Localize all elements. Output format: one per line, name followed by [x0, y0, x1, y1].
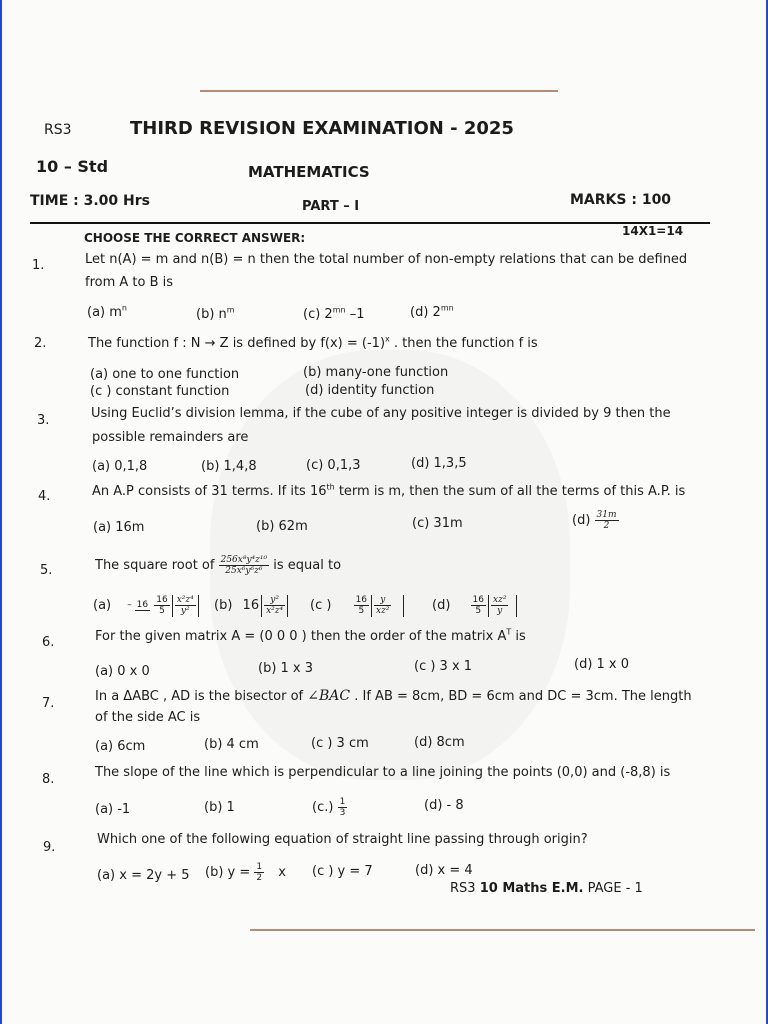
option-d: (d) identity function [305, 383, 435, 398]
option-b: (b) 1 [204, 800, 235, 815]
option-c: (c) 31m [412, 516, 463, 531]
header-rule [30, 222, 710, 224]
option-c: (c.) $\frac{1}{3}$ [312, 797, 346, 818]
option-c: (c ) 3 cm [311, 736, 369, 751]
option-a: (a) 0 x 0 [95, 664, 150, 679]
question-text: Which one of the following equation of straight line passing through origin? [97, 832, 588, 847]
option-c: (c ) $\frac{16}{5}$ $\frac{y}{\text{xz²}}$ [310, 591, 406, 621]
option-d: (d) $\frac{31m}{2}$ [572, 510, 617, 531]
question-number: 7. [42, 696, 55, 711]
instruction-label: CHOOSE THE CORRECT ANSWER: [84, 231, 306, 245]
question-number: 6. [42, 635, 55, 650]
question-text: An A.P consists of 31 terms. If its 16th term is m, then the sum of all the terms of this A.P. is [92, 482, 686, 499]
scan-border-left [0, 0, 2, 1024]
question-text: The square root of $\frac{\text{256x⁸y⁴z¹⁰}}{\text{25x⁶y⁶z⁶}}$ is equal to [95, 555, 342, 576]
question-text: Let n(A) = m and n(B) = n then the total number of non-empty relations that can be defined [85, 252, 688, 267]
option-d: (d) 1,3,5 [411, 456, 467, 471]
option-b: (b) $n^m$ [196, 305, 235, 322]
option-c: (c) 0,1,3 [306, 458, 361, 473]
question-text: For the given matrix A = (0 0 0 ) then the order of the matrix $A^T$ is [95, 627, 526, 644]
marks-label: MARKS : 100 [570, 192, 672, 208]
question-text: Using Euclid’s division lemma, if the cube of any positive integer is divided by 9 then the [91, 406, 671, 421]
option-d: (d) 1 x 0 [574, 657, 630, 672]
question-number: 3. [37, 413, 50, 428]
option-a: (a) $m^n$ [87, 303, 127, 320]
option-b: (b) y = $\frac{1}{2}$ x [205, 862, 286, 883]
question-text-line2: possible remainders are [92, 430, 249, 445]
option-c: (c ) y = 7 [312, 864, 373, 879]
option-a: (a) – 16 $\frac{16}{5}$ $\frac{\text{x²z⁴}}{\text{y²}}$ [93, 591, 201, 621]
option-b: (b) 4 cm [204, 737, 259, 752]
option-a: (a) 0,1,8 [92, 459, 148, 474]
marks-scheme: 14X1=14 [622, 224, 684, 238]
option-a: (a) x = 2y + 5 [97, 868, 190, 883]
question-text: The function f : N → Z is defined by $f(x) = (-1)^x$ . then the function f is [88, 334, 538, 351]
subject-title: MATHEMATICS [248, 163, 370, 181]
option-b: (b) 1 x 3 [258, 661, 314, 676]
option-d: (d) $\frac{16}{5}$ $\frac{\text{xz²}}{y}$ [432, 591, 519, 621]
option-d: (d) 8cm [414, 735, 465, 750]
radicand-fraction: $\frac{\text{256x⁸y⁴z¹⁰}}{\text{25x⁶y⁶z⁶}}$ [220, 555, 268, 576]
time-label: TIME : 3.00 Hrs [30, 193, 150, 209]
question-number: 1. [32, 258, 45, 273]
option-d: (d) $2^{mn}$ [410, 303, 454, 320]
option-d: (d) - 8 [424, 798, 464, 813]
option-d: (d) x = 4 [415, 863, 473, 878]
question-number: 2. [34, 336, 47, 351]
option-b: (b) 62m [256, 519, 308, 534]
option-c: (c) $2^{mn}$ –1 [303, 305, 365, 322]
option-b: (b) 1,4,8 [201, 459, 257, 474]
question-text-line2: of the side AC is [95, 710, 201, 725]
top-decorative-line [200, 90, 558, 92]
paper-code: RS3 [44, 122, 72, 138]
standard-label: 10 – Std [36, 157, 109, 176]
question-text-line2: from A to B is [85, 275, 174, 290]
question-text: In a ΔABC , AD is the bisector of ∠BAC . If AB = 8cm, BD = 6cm and DC = 3cm. The length [95, 688, 692, 704]
question-text: The slope of the line which is perpendicular to a line joining the points (0,0) and (-8,8) is [95, 765, 671, 780]
option-a: (a) -1 [95, 802, 131, 817]
part-label: PART – I [302, 199, 360, 214]
exam-title: THIRD REVISION EXAMINATION - 2025 [130, 118, 514, 139]
question-number: 4. [38, 489, 51, 504]
question-number: 5. [40, 563, 53, 578]
question-number: 8. [42, 772, 55, 787]
option-a: (a) one to one function [90, 367, 240, 382]
option-a: (a) 16m [93, 520, 145, 535]
bottom-decorative-line [250, 929, 755, 931]
page-footer: RS3 10 Maths E.M. PAGE - 1 [450, 881, 643, 896]
option-b: (b) many-one function [303, 365, 449, 380]
option-c: (c ) constant function [90, 384, 230, 399]
option-b: (b) 16 $\frac{\text{y²}}{\text{x²z⁴}}$ [214, 591, 290, 621]
question-number: 9. [43, 840, 56, 855]
option-a: (a) 6cm [95, 739, 146, 754]
option-c: (c ) 3 x 1 [414, 659, 473, 674]
